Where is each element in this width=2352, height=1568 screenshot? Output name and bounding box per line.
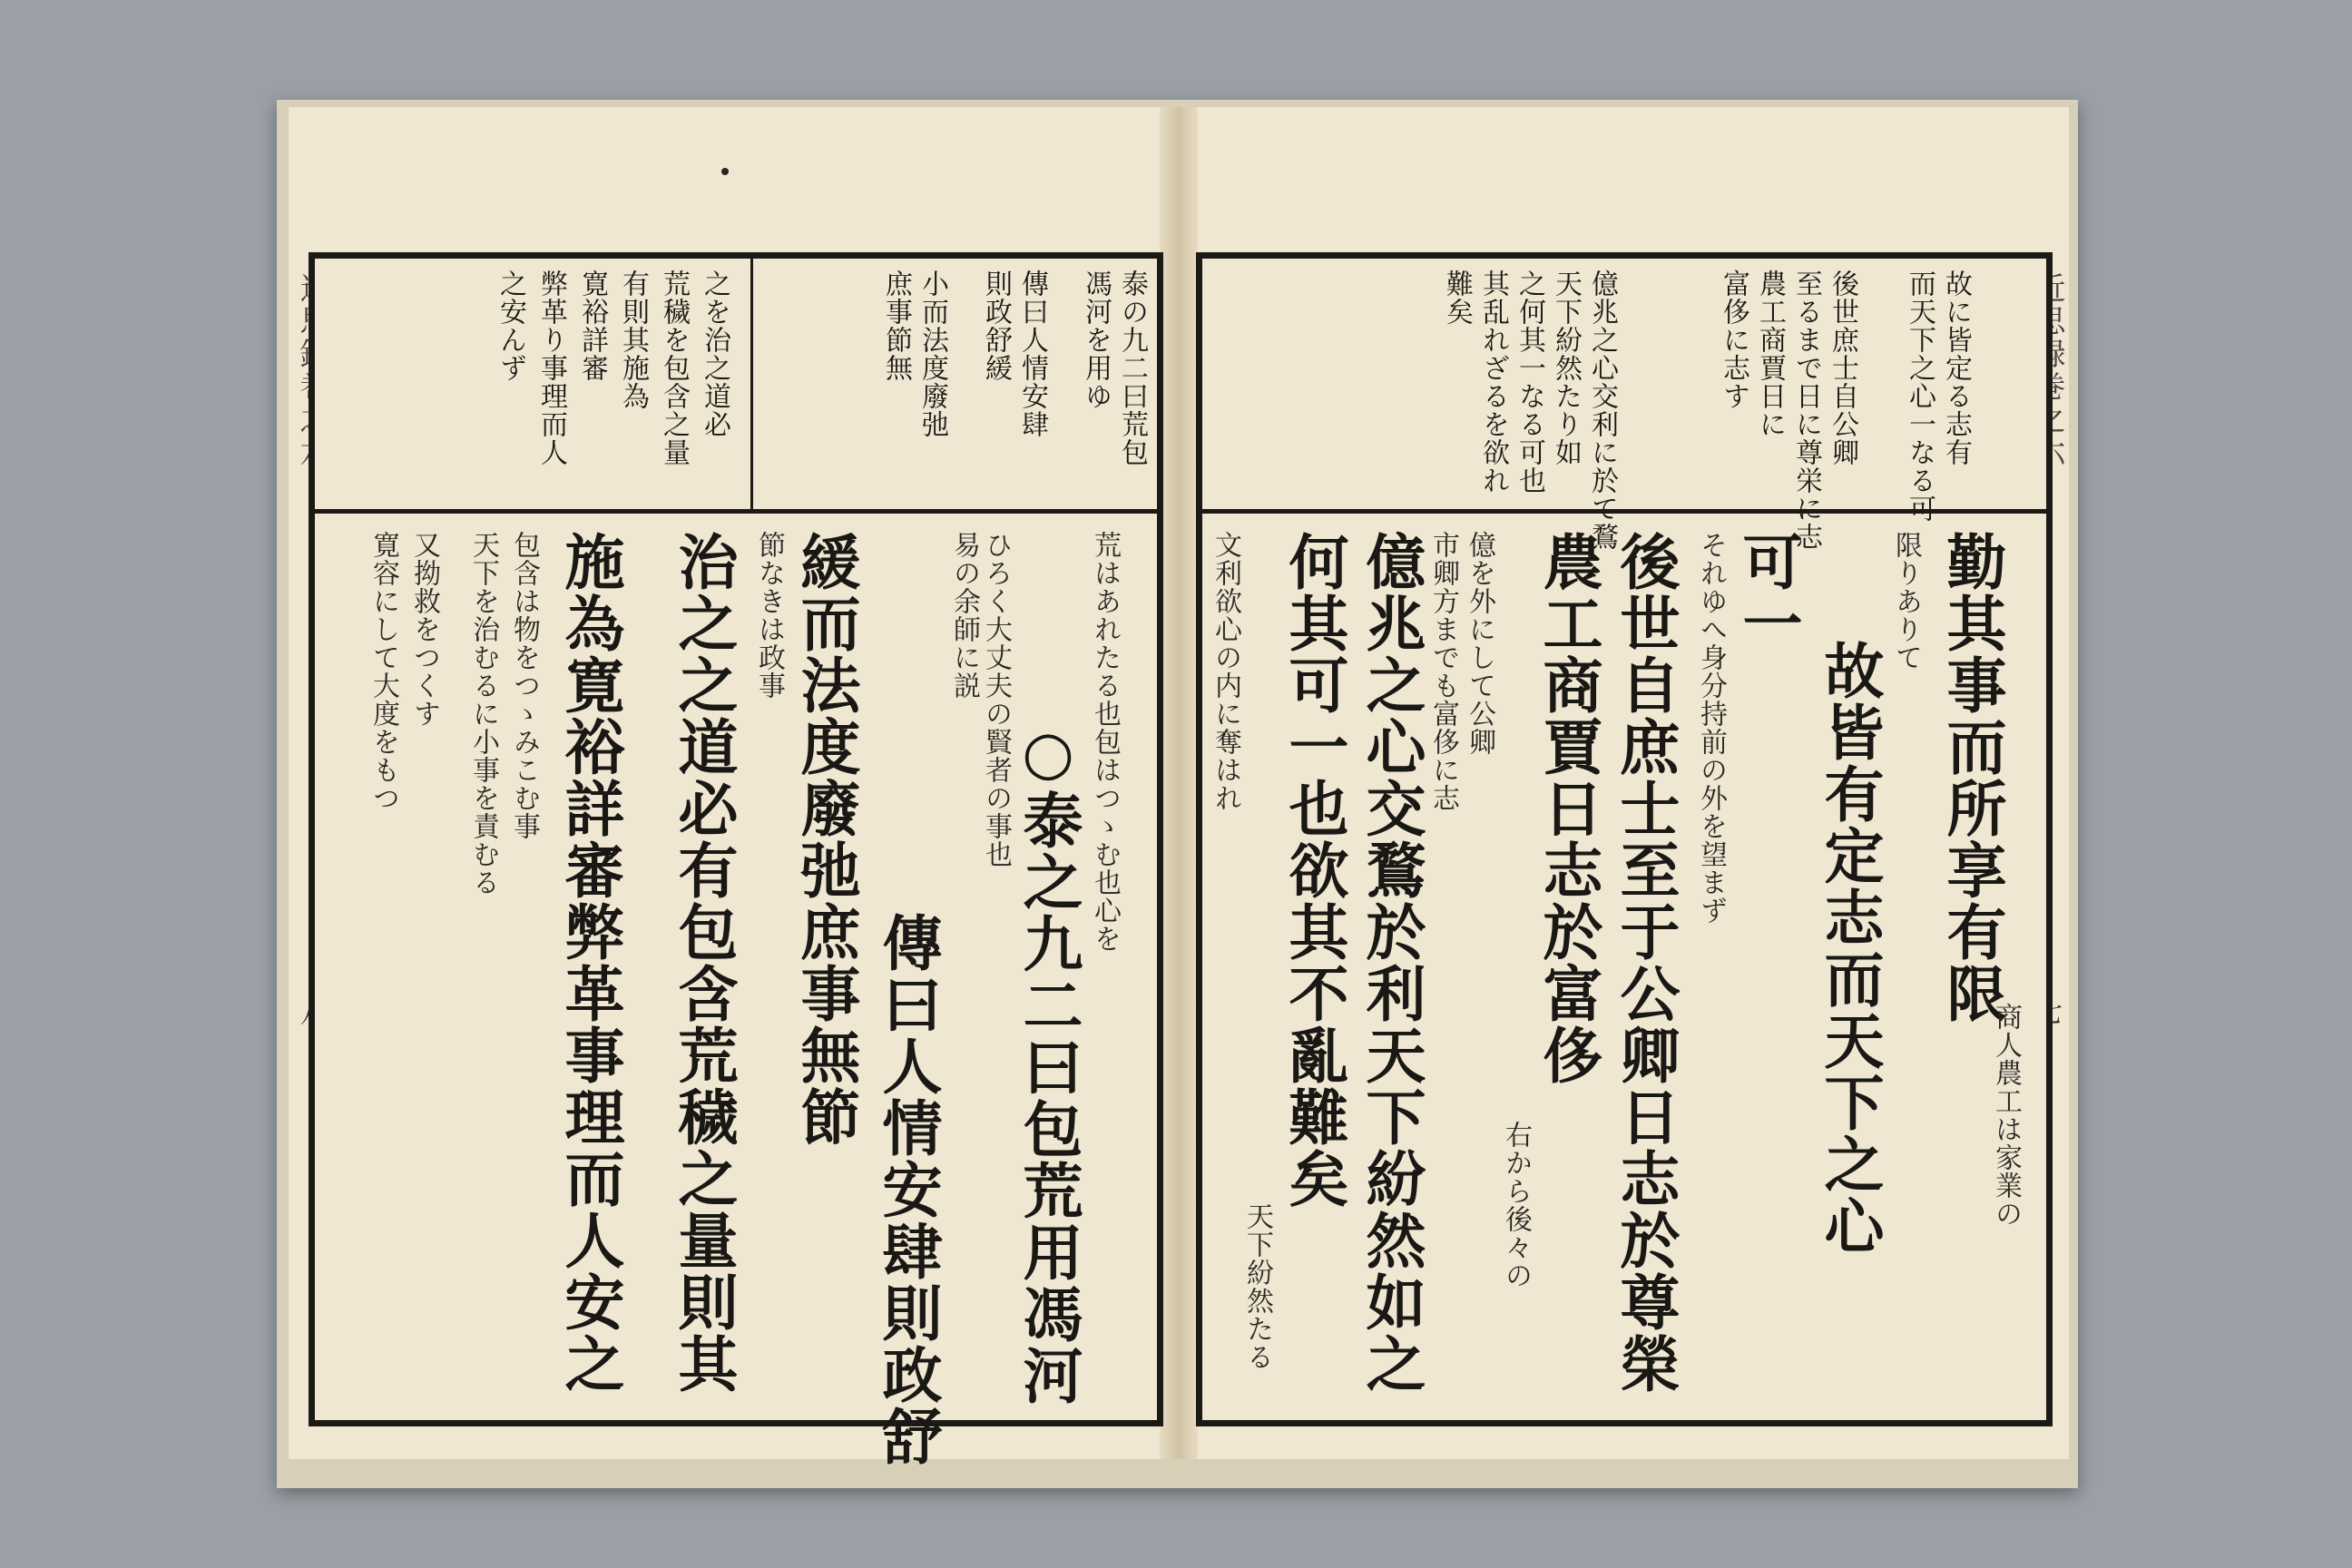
note-column: 有則其施為 bbox=[617, 270, 649, 410]
note-column: 難矣 bbox=[1441, 270, 1473, 326]
main-text-column: 治之之道必有包含荒穢之量則其 bbox=[668, 531, 739, 1395]
note-column: 而天下之心一なる可 bbox=[1904, 270, 1936, 523]
gloss-column: 億を外にして公卿 bbox=[1464, 531, 1495, 756]
gloss-column: 天下を治むるに小事を責むる bbox=[467, 531, 499, 897]
gloss-column: 天下紛然たる bbox=[1241, 1202, 1273, 1371]
note-column: 其乱れざるを欲れ bbox=[1477, 270, 1509, 495]
note-column: 之を治之道必 bbox=[699, 270, 730, 438]
main-text-column: 勤其事而所享有限 bbox=[1936, 531, 2007, 1024]
gloss-column: 寛容にして大度をもつ bbox=[368, 531, 399, 812]
right-text-frame bbox=[1196, 252, 2053, 1426]
gloss-column: 荒はあれたる也包はつゝむ也心を bbox=[1089, 531, 1121, 953]
note-column: 富侈に志す bbox=[1718, 270, 1749, 410]
note-column: 億兆之心交利に於て鶩 bbox=[1586, 270, 1618, 551]
book-gutter bbox=[1160, 107, 1198, 1459]
note-column: 農工商賈日に bbox=[1754, 270, 1786, 438]
left-text-frame bbox=[309, 252, 1163, 1467]
note-column: 小而法度廢弛 bbox=[916, 270, 948, 438]
gloss-column: 易の余師に説 bbox=[948, 531, 980, 700]
main-text-column: 傳曰人情安肆則政舒 bbox=[872, 912, 943, 1467]
note-column: 弊革り事理而人 bbox=[535, 270, 567, 466]
note-column: 庶事節無 bbox=[880, 270, 912, 382]
note-column: 荒穢を包含之量 bbox=[658, 270, 690, 466]
main-text-column: 農工商賈日志於富侈 bbox=[1533, 531, 1603, 1086]
note-column: 之安んず bbox=[495, 270, 526, 382]
gloss-column: 限りありて bbox=[1890, 531, 1922, 671]
gloss-column: 包含は物をつゝみこむ事 bbox=[508, 531, 540, 840]
note-column: 後世庶士自公卿 bbox=[1827, 270, 1858, 466]
note-column: 傳曰人情安肆 bbox=[1016, 270, 1048, 438]
note-column: 泰の九二曰荒包 bbox=[1116, 270, 1148, 466]
main-text-column: 後世自庶士至于公卿日志於尊榮 bbox=[1610, 531, 1681, 1395]
note-column: 故に皆定る志有 bbox=[1940, 270, 1972, 466]
gloss-column: ひろく大丈夫の賢者の事也 bbox=[980, 531, 1012, 868]
note-column: 至るまで日に尊栄に志 bbox=[1790, 270, 1822, 551]
note-column: 之何其一なる可也 bbox=[1514, 270, 1545, 495]
note-column: 馮河を用ゆ bbox=[1080, 270, 1112, 410]
gloss-column: 文利欲心の内に奪はれ bbox=[1210, 531, 1241, 812]
gloss-column: それゆへ身分持前の外を望まず bbox=[1695, 531, 1727, 925]
note-divider bbox=[750, 259, 753, 509]
main-text-column: 可一 bbox=[1732, 531, 1803, 654]
gloss-column: 節なきは政事 bbox=[753, 531, 785, 700]
ink-spot bbox=[721, 168, 729, 175]
gloss-column: 右から後々の bbox=[1500, 1121, 1532, 1289]
main-text-column: 故皆有定志而天下之心 bbox=[1814, 640, 1885, 1257]
main-text-column: 緩而法度廢弛庶事無節 bbox=[790, 531, 861, 1148]
note-column: 天下紛然たり如 bbox=[1550, 270, 1582, 466]
gloss-column: 市卿方までも富侈に志 bbox=[1427, 531, 1459, 812]
gloss-column: 商人農工は家業の bbox=[1990, 1003, 2022, 1228]
main-text-column: 億兆之心交鶩於利天下紛然如之 bbox=[1356, 531, 1426, 1395]
main-text-column: ○泰之九二曰包荒用馮河 bbox=[1013, 717, 1083, 1406]
note-column: 則政舒緩 bbox=[980, 270, 1012, 382]
gloss-column: 又拗救をつくす bbox=[408, 531, 440, 728]
main-text-column: 何其可一也欲其不亂難矣 bbox=[1279, 531, 1349, 1210]
note-column: 寛裕詳審 bbox=[576, 270, 608, 382]
main-text-column: 施為寛裕詳審弊革事理而人安之 bbox=[554, 531, 625, 1395]
